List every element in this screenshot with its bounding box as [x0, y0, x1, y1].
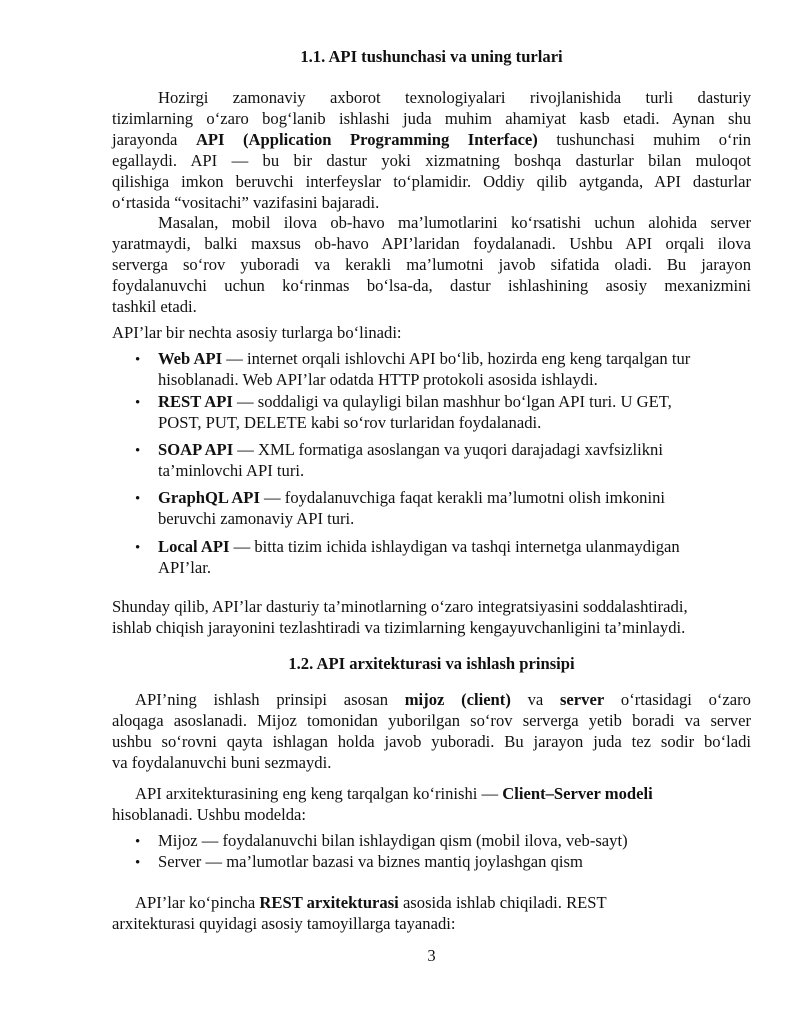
section-heading-1-1: 1.1. API tushunchasi va uning turlari	[300, 47, 563, 66]
list-item-cont: beruvchi zamonaviy API turi.	[158, 509, 355, 528]
paragraph-line: yaratmaydi, balki maxsus ob-havo API’laridan foydalanadi. Ushbu API orqali ilova	[112, 234, 751, 253]
bullet-icon: •	[135, 491, 141, 507]
list-item-cont: hisoblanadi. Web API’lar odatda HTTP protokoli asosida ishlaydi.	[158, 370, 598, 389]
list-item-cont: ta’minlovchi API turi.	[158, 461, 305, 480]
paragraph-line: tizimlarning o‘zaro bog‘lanib ishlashi juda muhim ahamiyat kasb etadi. Aynan shu	[112, 109, 751, 128]
paragraph-line: o‘rtasida “vositachi” vazifasini bajaradi.	[112, 193, 380, 212]
paragraph-line: qilishiga imkon beruvchi interfeyslar to‘plamidir. Oddiy qilib aytganda, API dasturlar	[112, 172, 751, 191]
list-item: GraphQL API — foydalanuvchiga faqat kerakli ma’lumotni olish imkonini	[158, 488, 665, 507]
paragraph-line: API’lar ko‘pincha REST arxitekturasi asosida ishlab chiqiladi. REST	[135, 893, 607, 912]
list-item-cont: POST, PUT, DELETE kabi so‘rov turlaridan foydalanadi.	[158, 413, 542, 432]
bold-term: Client–Server modeli	[502, 784, 653, 803]
list-item: Web API — internet orqali ishlovchi API bo‘lib, hozirda eng keng tarqalgan tur	[158, 349, 691, 368]
paragraph-line: ishlab chiqish jarayonini tezlashtiradi va tizimlarning kengayuvchanligini ta’minlaydi.	[112, 618, 686, 637]
bullet-icon: •	[135, 834, 141, 850]
paragraph-line: va foydalanuvchi buni sezmaydi.	[112, 753, 332, 772]
paragraph-line: hisoblanadi. Ushbu modelda:	[112, 805, 307, 824]
bullet-icon: •	[135, 395, 141, 411]
list-item-cont: API’lar.	[158, 558, 211, 577]
bullet-icon: •	[135, 352, 141, 368]
bold-term: GraphQL API	[158, 488, 260, 507]
list-intro: API’lar bir nechta asosiy turlarga bo‘linadi:	[112, 323, 402, 342]
list-item: Mijoz — foydalanuvchi bilan ishlaydigan qism (mobil ilova, veb-sayt)	[158, 831, 628, 850]
paragraph-line: foydalanuvchi uchun ko‘rinmas bo‘lsa-da, dastur ishlashining asosiy mexanizmini	[112, 276, 751, 295]
section-heading-1-2: 1.2. API arxitekturasi va ishlash prinsipi	[288, 654, 575, 673]
bold-term: server	[559, 690, 605, 709]
page-number: 3	[427, 946, 436, 965]
paragraph-line: tashkil etadi.	[112, 297, 197, 316]
bold-term: REST arxitekturasi	[259, 893, 399, 912]
paragraph-line: jarayonda API (Application Programming Interface) tushunchasi muhim o‘rin	[112, 130, 751, 149]
list-item: REST API — soddaligi va qulayligi bilan mashhur bo‘lgan API turi. U GET,	[158, 392, 672, 411]
bold-term: mijoz (client)	[404, 690, 511, 709]
bullet-icon: •	[135, 540, 141, 556]
paragraph-line: arxitekturasi quyidagi asosiy tamoyillarga tayanadi:	[112, 914, 456, 933]
paragraph-line: serverga so‘rov yuboradi va kerakli ma’lumotni javob sifatida oladi. Bu jarayon	[112, 255, 751, 274]
paragraph-line: API’ning ishlash prinsipi asosan mijoz (client) va server o‘rtasidagi o‘zaro	[135, 690, 751, 709]
bullet-icon: •	[135, 855, 141, 871]
bullet-icon: •	[135, 443, 141, 459]
bold-term: REST API	[158, 392, 233, 411]
bold-term: API (Application Programming Interface)	[195, 130, 538, 149]
paragraph-line: Hozirgi zamonaviy axborot texnologiyalari rivojlanishida turli dasturiy	[158, 88, 751, 107]
list-item: Server — ma’lumotlar bazasi va biznes mantiq joylashgan qism	[158, 852, 583, 871]
bold-term: Web API	[158, 349, 223, 368]
paragraph-line: Shunday qilib, API’lar dasturiy ta’minotlarning o‘zaro integratsiyasini soddalashtiradi,	[112, 597, 688, 616]
paragraph-line: egallaydi. API — bu bir dastur yoki xizmatning boshqa dasturlar bilan muloqot	[112, 151, 751, 170]
list-item: SOAP API — XML formatiga asoslangan va yuqori darajadagi xavfsizlikni	[158, 440, 663, 459]
list-item: Local API — bitta tizim ichida ishlaydigan va tashqi internetga ulanmaydigan	[158, 537, 680, 556]
paragraph-line: Masalan, mobil ilova ob-havo ma’lumotlarini ko‘rsatishi uchun alohida server	[158, 213, 751, 232]
bold-term: SOAP API	[158, 440, 234, 459]
paragraph-line: aloqaga asoslanadi. Mijoz tomonidan yuborilgan so‘rov serverga yetib boradi va server	[112, 711, 751, 730]
paragraph-line: API arxitekturasining eng keng tarqalgan ko‘rinishi — Client–Server modeli	[135, 784, 653, 803]
bold-term: Local API	[158, 537, 230, 556]
paragraph-line: ushbu so‘rovni qayta ishlagan holda javob yuboradi. Bu jarayon juda tez sodir bo‘ladi	[112, 732, 751, 751]
